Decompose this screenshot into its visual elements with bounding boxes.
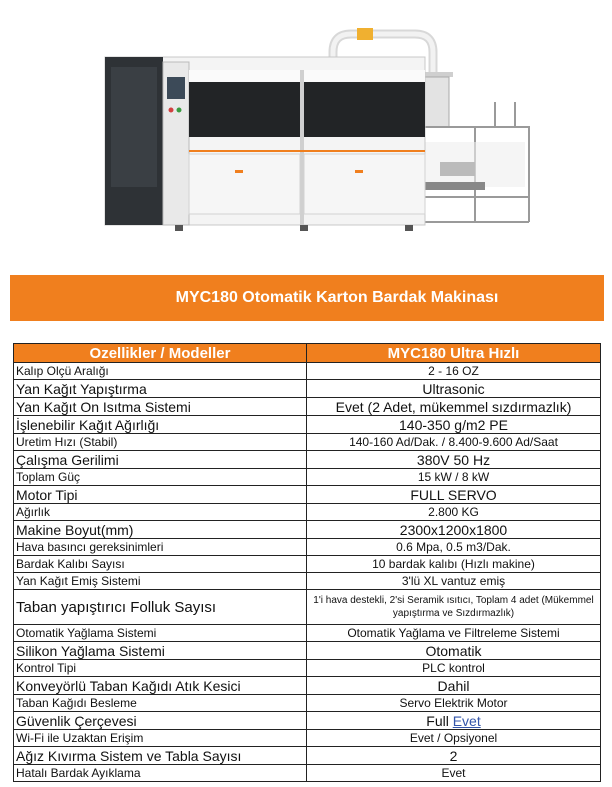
spec-value-text: Full xyxy=(426,712,449,729)
table-row xyxy=(14,469,601,486)
spec-value xyxy=(307,712,601,730)
page-title: MYC180 Otomatik Karton Bardak Makinası xyxy=(175,289,499,306)
spec-label: Hatalı Bardak Ayıklama xyxy=(14,765,307,782)
spec-label: Taban yapıştırıcı Folluk Sayısı xyxy=(14,590,307,625)
table-row xyxy=(14,451,601,469)
spec-value: 2300x1200x1800 xyxy=(307,521,601,539)
spec-label: Ağız Kıvırma Sistem ve Tabla Sayısı xyxy=(14,747,307,765)
spec-label: Kontrol Tipi xyxy=(14,660,307,677)
spec-value: 140-350 g/m2 PE xyxy=(307,416,601,434)
machine-image xyxy=(95,22,535,237)
spec-value: 1'i hava destekli, 2'si Seramik ısıtıcı, Toplam 4 adet (Mükemmel yapıştırma ve Sızdırmazlık) xyxy=(307,590,601,625)
table-row xyxy=(14,660,601,677)
table-row xyxy=(14,556,601,573)
spec-value: 2.800 KG xyxy=(307,504,601,521)
spec-value: 380V 50 Hz xyxy=(307,451,601,469)
spec-value: Dahil xyxy=(307,677,601,695)
spec-label: Motor Tipi xyxy=(14,486,307,504)
spec-label: Bardak Kalıbı Sayısı xyxy=(14,556,307,573)
spec-label: Makine Boyut(mm) xyxy=(14,521,307,539)
table-row xyxy=(14,712,601,730)
spec-value: Evet xyxy=(307,765,601,782)
header-model: MYC180 Ultra Hızlı xyxy=(307,344,601,363)
table-row xyxy=(14,363,601,380)
table-row xyxy=(14,765,601,782)
spec-value: FULL SERVO xyxy=(307,486,601,504)
spec-value: Evet / Opsiyonel xyxy=(307,730,601,747)
spec-label: Güvenlik Çerçevesi xyxy=(14,712,307,730)
title-banner xyxy=(10,275,604,321)
table-row xyxy=(14,539,601,556)
table-row xyxy=(14,695,601,712)
spec-value: 2 - 16 OZ xyxy=(307,363,601,380)
table-row xyxy=(14,416,601,434)
spec-value: PLC kontrol xyxy=(307,660,601,677)
spec-value: Otomatik Yağlama ve Filtreleme Sistemi xyxy=(307,625,601,642)
table-row xyxy=(14,573,601,590)
spec-table xyxy=(13,343,601,782)
spec-label: İşlenebilir Kağıt Ağırlığı xyxy=(14,416,307,434)
spec-label: Silikon Yağlama Sistemi xyxy=(14,642,307,660)
spec-value: 3'lü XL vantuz emiş xyxy=(307,573,601,590)
table-row xyxy=(14,521,601,539)
spec-label: Yan Kağıt On Isıtma Sistemi xyxy=(14,398,307,416)
spec-value-link[interactable]: Evet xyxy=(452,712,481,729)
spec-value: 2 xyxy=(307,747,601,765)
table-row xyxy=(14,380,601,398)
spec-value: Otomatik xyxy=(307,642,601,660)
table-row xyxy=(14,434,601,451)
spec-label: Kalıp Olçü Aralığı xyxy=(14,363,307,380)
spec-label: Yan Kağıt Yapıştırma xyxy=(14,380,307,398)
spec-value: Servo Elektrik Motor xyxy=(307,695,601,712)
spec-value: Evet (2 Adet, mükemmel sızdırmazlık) xyxy=(307,398,601,416)
table-row xyxy=(14,504,601,521)
spec-label: Konveyörlü Taban Kağıdı Atık Kesici xyxy=(14,677,307,695)
spec-table-body xyxy=(14,363,601,782)
table-row xyxy=(14,398,601,416)
spec-label: Hava basıncı gereksinimleri xyxy=(14,539,307,556)
spec-label: Ağırlık xyxy=(14,504,307,521)
table-row xyxy=(14,625,601,642)
table-header-row xyxy=(14,344,601,363)
spec-label: Taban Kağıdı Besleme xyxy=(14,695,307,712)
spec-value: Ultrasonic xyxy=(307,380,601,398)
spec-label: Toplam Güç xyxy=(14,469,307,486)
header-features: Ozellikler / Modeller xyxy=(14,344,307,363)
spec-label: Çalışma Gerilimi xyxy=(14,451,307,469)
table-row xyxy=(14,486,601,504)
spec-label: Yan Kağıt Emiş Sistemi xyxy=(14,573,307,590)
table-row xyxy=(14,730,601,747)
spec-value: 140-160 Ad/Dak. / 8.400-9.600 Ad/Saat xyxy=(307,434,601,451)
spec-label: Wi-Fi ile Uzaktan Erişim xyxy=(14,730,307,747)
table-row xyxy=(14,642,601,660)
spec-value: 0.6 Mpa, 0.5 m3/Dak. xyxy=(307,539,601,556)
spec-label: Otomatik Yağlama Sistemi xyxy=(14,625,307,642)
table-row xyxy=(14,677,601,695)
spec-label: Uretim Hızı (Stabil) xyxy=(14,434,307,451)
table-row xyxy=(14,747,601,765)
spec-value: 15 kW / 8 kW xyxy=(307,469,601,486)
spec-value: 10 bardak kalıbı (Hızlı makine) xyxy=(307,556,601,573)
table-row xyxy=(14,590,601,625)
